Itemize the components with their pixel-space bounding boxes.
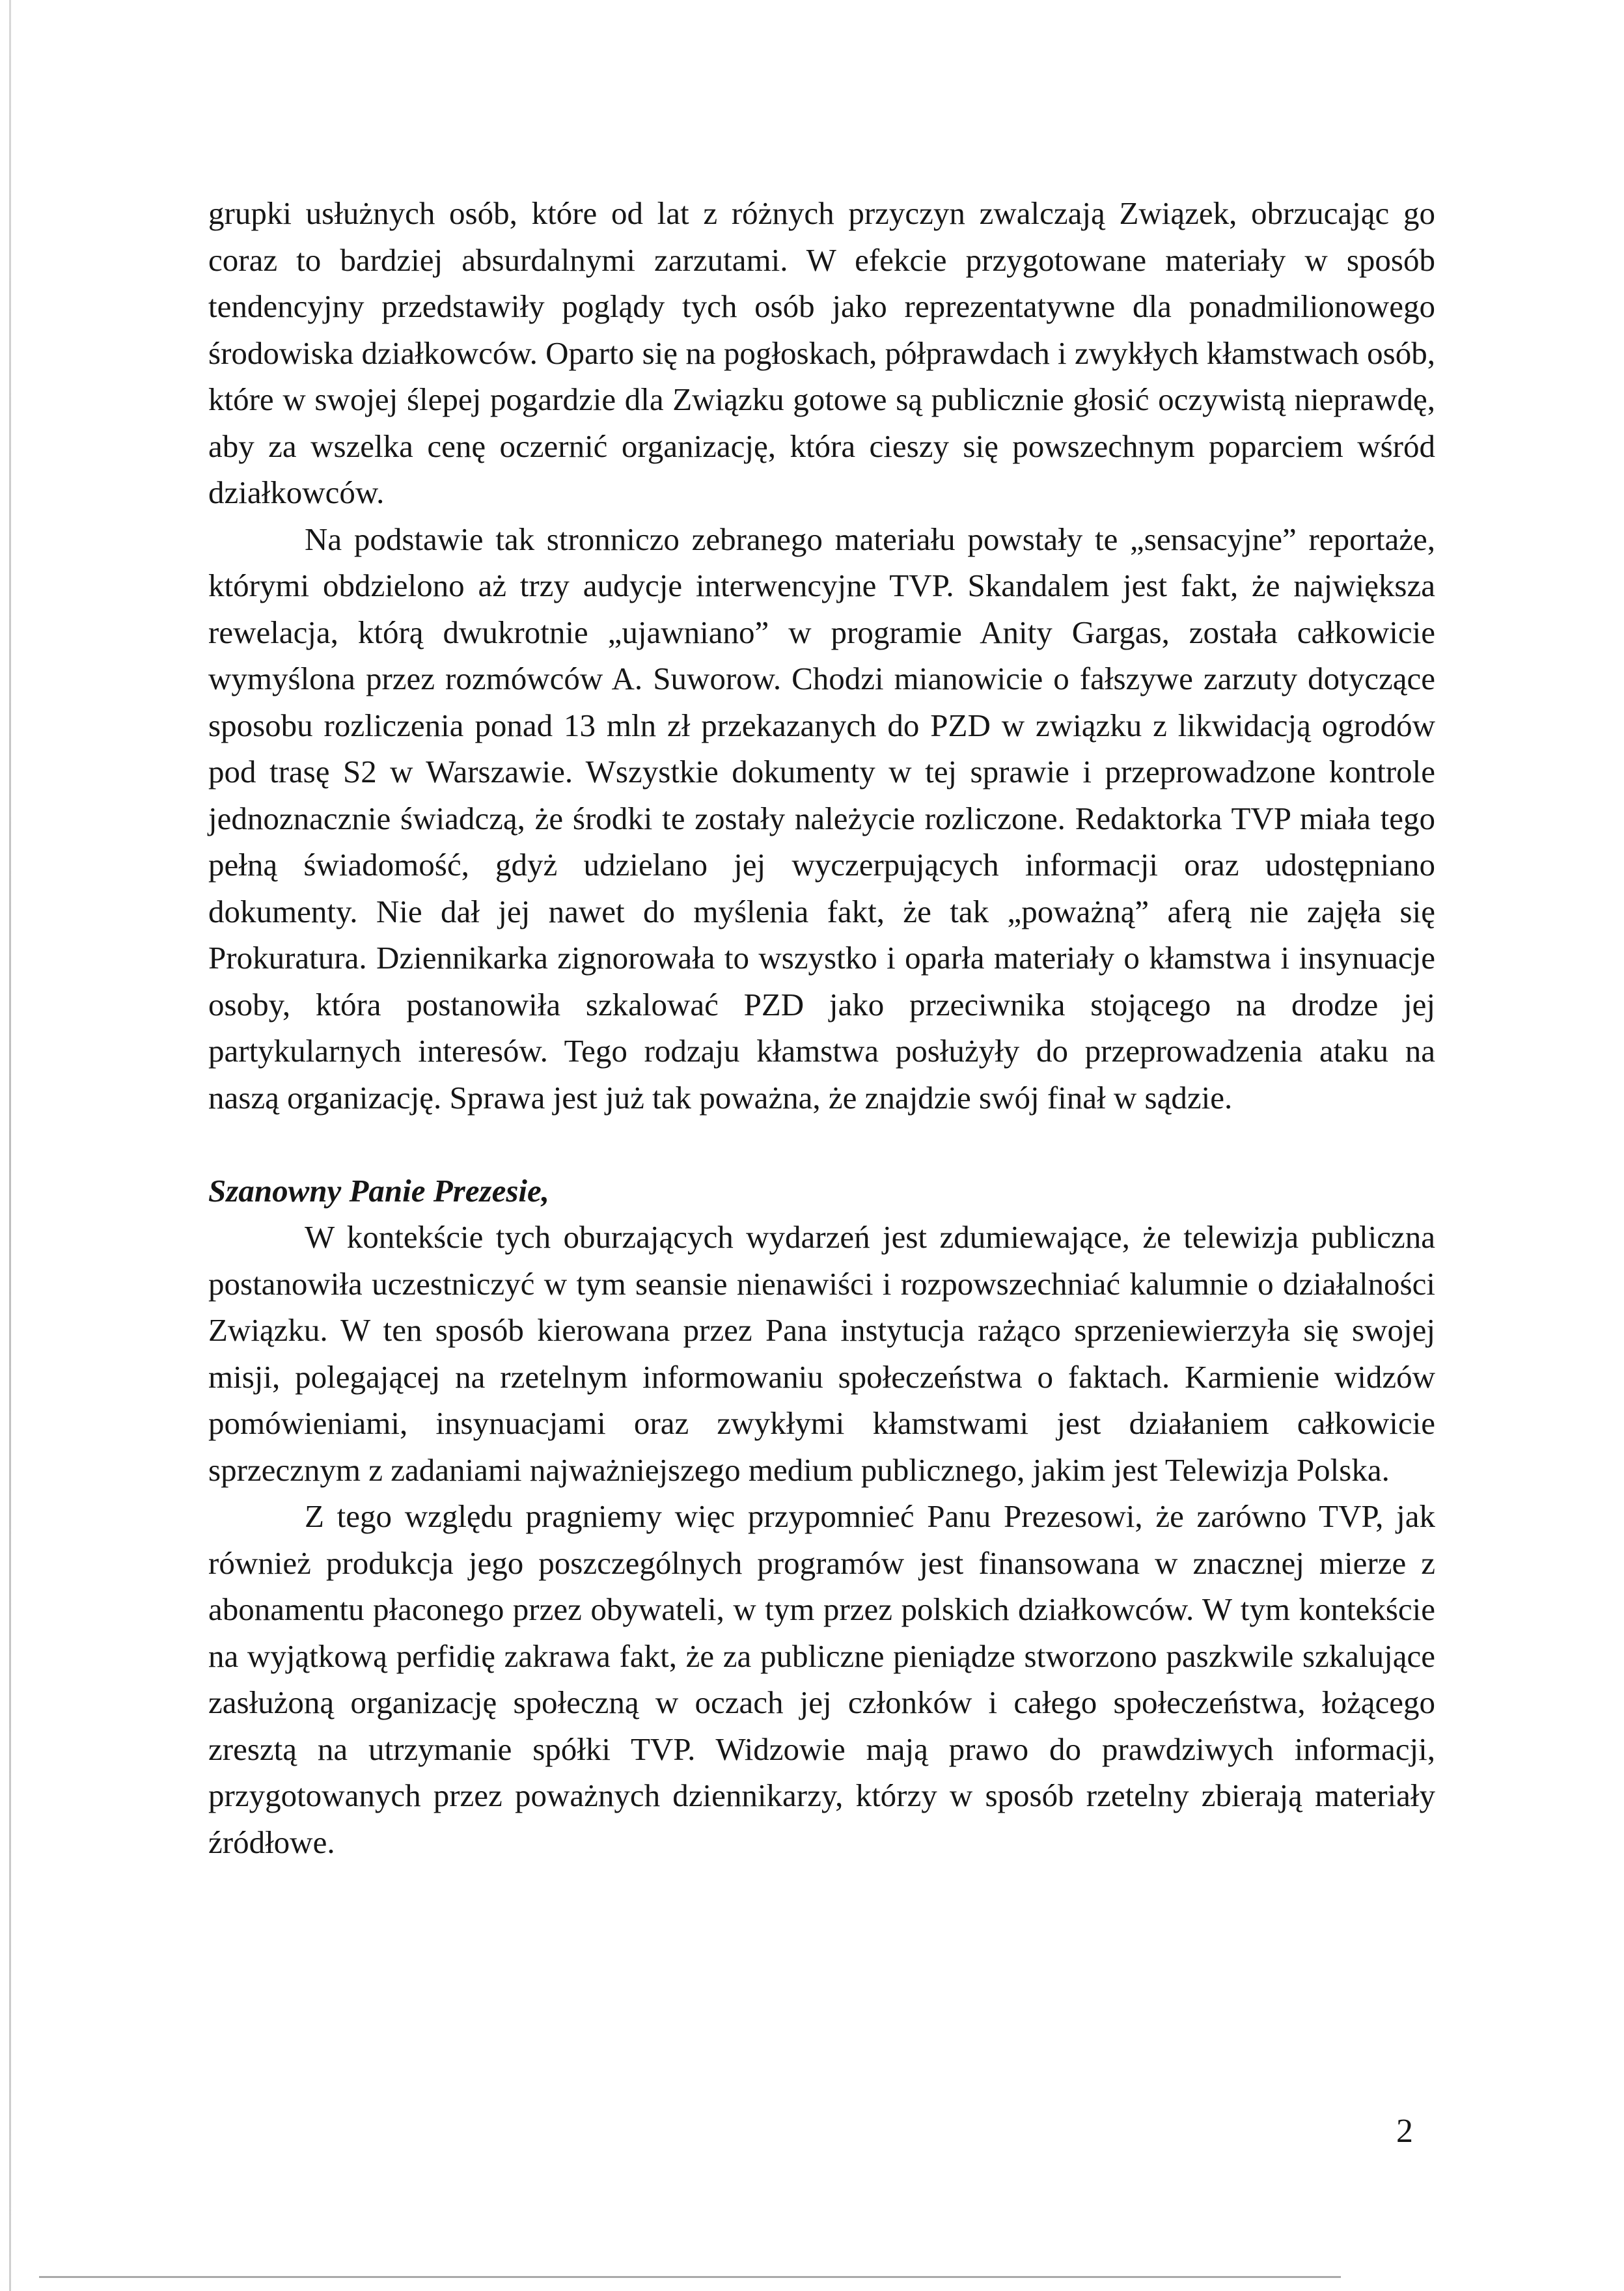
page-number: 2 (1396, 2113, 1413, 2150)
scan-left-edge (9, 0, 11, 2291)
letter-body (208, 190, 1435, 1865)
paragraph-license-fee: Z tego względu pragniemy więc przypomnieć Panu Prezesowi, że zarówno TVP, jak również produkcja jego poszczególnych programów jest finansowana w znacznej mierze z abonamentu płaconego przez obywateli, w tym przez polskich działkowców. W tym kontekście na wyjątkową perfidię zakrawa fakt, że za publiczne pieniądze stworzono paszkwile szkalujące zasłużoną organizację społeczną w oczach jej członków i całego społeczeństwa, łożącego zresztą na utrzymanie spółki TVP. Widzowie mają prawo do prawdziwych informacji, przygotowanych przez poważnych dziennikarzy, którzy w sposób rzetelny zbierają materiały źródłowe. (208, 1498, 1435, 1860)
salutation: Szanowny Panie Prezesie, (208, 1172, 550, 1209)
paragraph-public-television: W kontekście tych oburzających wydarzeń jest zdumiewające, że telewizja publiczna postanowiła uczestniczyć w tym seansie nienawiści i rozpowszechniać kalumnie o działalności Związku. W ten sposób kierowana przez Pana instytucja rażąco sprzeniewierzyła się swojej misji, polegającej na rzetelnym informowaniu społeczeństwa o faktach. Karmienie widzów pomówieniami, insynuacjami oraz zwykłymi kłamstwami jest działaniem całkowicie sprzecznym z zadaniami najważniejszego medium publicznego, jakim jest Telewizja Polska. (208, 1219, 1435, 1488)
paragraph-tvp-reports: Na podstawie tak stronniczo zebranego materiału powstały te „sensacyjne” reportaże, którymi obdzielono aż trzy audycje interwencyjne TVP. Skandalem jest fakt, że największa rewelacja, którą dwukrotnie „ujawniano” w programie Anity Gargas, została całkowicie wymyślona przez rozmówców A. Suworow. Chodzi mianowicie o fałszywe zarzuty dotyczące sposobu rozliczenia ponad 13 mln zł przekazanych do PZD w związku z likwidacją ogrodów pod trasę S2 w Warszawie. Wszystkie dokumenty w tej sprawie i przeprowadzone kontrole jednoznacznie świadczą, że środki te zostały należycie rozliczone. Redaktorka TVP miała tego pełną świadomość, gdyż udzielano jej wyczerpujących informacji oraz udostępniano dokumenty. Nie dał jej nawet do myślenia fakt, że tak „poważną” aferą nie zajęła się Prokuratura. Dziennikarka zignorowała to wszystko i oparła materiały o kłamstwa i insynuacje osoby, która postanowiła szkalować PZD jako przeciwnika stojącego na drodze jej partykularnych interesów. Tego rodzaju kłamstwa posłużyły do przeprowadzenia ataku na naszą organizację. Sprawa jest już tak poważna, że znajdzie swój finał w sądzie. (208, 521, 1435, 1116)
scan-bottom-edge (39, 2276, 1341, 2278)
paragraph-continuation: grupki usłużnych osób, które od lat z różnych przyczyn zwalczają Związek, obrzucając go coraz to bardziej absurdalnymi zarzutami. W efekcie przygotowane materiały w sposób tendencyjny przedstawiły poglądy tych osób jako reprezentatywne dla ponadmilionowego środowiska działkowców. Oparto się na pogłoskach, półprawdach i zwykłych kłamstwach osób, które w swojej ślepej pogardzie dla Związku gotowe są publicznie głosić oczywistą nieprawdę, aby za wszelka cenę oczernić organizację, która cieszy się powszechnym poparciem wśród działkowców. (208, 195, 1435, 510)
